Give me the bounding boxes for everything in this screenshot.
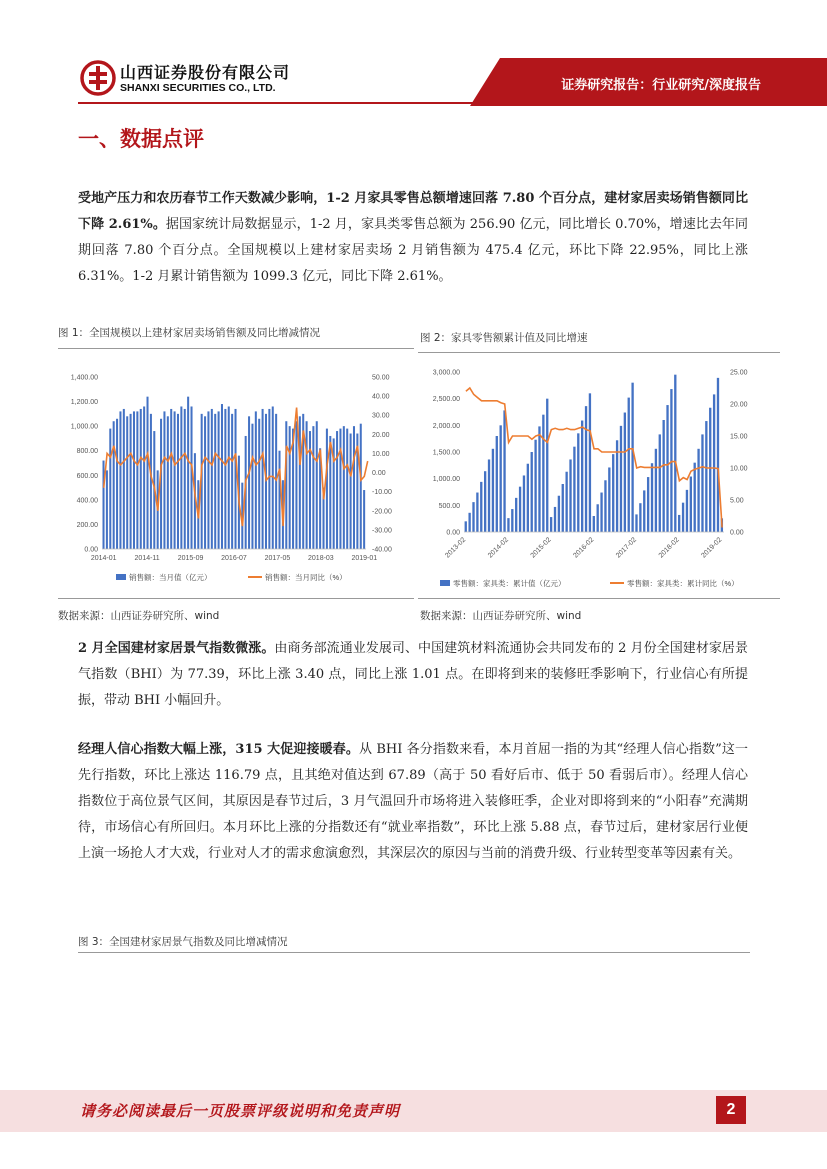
chart-bar [694,463,696,532]
chart-bar [674,375,676,532]
right-axis-tick-label: 0.00 [372,470,386,478]
chart-bar [235,409,237,549]
paragraph-2-body: 由商务部流通业发展司、中国建筑材料流通协会共同发布的 2 月份全国建材家居景气指数（BHI）为 77.39，环比上涨 3.40 点，同比上涨 1.01 点。在即将到来的装修旺季影响下，行业信心有所提振，带动 BHI 小幅回升。 [78,641,748,708]
chart-bar [339,429,341,549]
chart-bar [248,416,250,549]
chart-bar [678,515,680,532]
chart-bar [211,409,213,549]
chart-bar [133,411,135,549]
paragraph-2-lead: 2 月全国建材家居景气指数微涨。 [78,641,275,656]
x-axis-tick-label: 2016-07 [221,555,247,562]
left-axis-tick-label: 800.00 [76,448,98,456]
left-axis-tick-label: 500.00 [438,502,460,510]
chart-bar [123,409,125,549]
chart-bar [496,436,498,532]
chart-bar [336,431,338,549]
paragraph-1-body: 据国家统计局数据显示，1-2 月，家具类零售总额为 256.90 亿元，同比增长 0.70%，增速比去年同期回落 7.80 个百分点。全国规模以上建材家居卖场 2 月销售额为 475.4 亿元，环比下降 22.95%，同比上涨 6.31%。1-2 月累计销售额为 1099.3 亿元，同比下降 2.61%。 [78,217,748,284]
chart-bar [130,414,132,549]
chart-bar [488,459,490,532]
chart-bar [717,378,719,532]
chart-bar [701,434,703,532]
right-axis-tick-label: -40.00 [372,546,392,554]
right-axis-tick-label: 50.00 [372,374,390,382]
chart-bar [299,416,301,549]
figure-3-caption: 图 3：全国建材家居景气指数及同比增减情况 [78,936,288,948]
footer-disclaimer: 请务必阅读最后一页股票评级说明和免责声明 [80,1102,401,1120]
chart-bar [262,409,264,549]
chart-bar [218,411,220,549]
left-axis-tick-label: 2,000.00 [432,422,460,430]
page-header [0,0,827,110]
chart-bar [554,507,556,532]
chart-bar [119,411,121,549]
chart-bar [597,504,599,532]
chart-bar [682,503,684,532]
chart-bar [523,475,525,532]
chart-bar [643,490,645,532]
chart-bar [503,410,505,532]
chart-bar [346,429,348,549]
chart-bar [147,397,149,549]
chart-bar [484,471,486,532]
chart-bar [705,421,707,532]
chart-bar [255,411,257,549]
left-axis-tick-label: 3,000.00 [432,369,460,377]
chart-bar [558,496,560,532]
chart-bar [106,470,108,549]
chart-bar [492,449,494,532]
chart-bar [546,399,548,532]
figure-2-top-rule [418,352,780,353]
chart-bar [177,414,179,549]
left-axis-tick-label: 1,500.00 [432,449,460,457]
chart-bar [143,406,145,549]
chart-bar [659,434,661,532]
chart-bar [214,414,216,549]
chart-bar [150,414,152,549]
chart-bar [589,393,591,532]
paragraph-1-lead: 受地产压力和农历春节工作天数减少影响，1-2 月家具零售总额增速回落 7.80 个百分点，建材家居卖场销售额同比下降 2.61%。 [78,191,748,232]
chart-bar [651,463,653,532]
chart-bar [585,406,587,532]
right-axis-tick-label: 0.00 [730,529,744,537]
chart-bar [363,490,365,549]
paragraph-1 [78,186,748,290]
x-axis-tick-label: 2013-02 [444,536,468,560]
chart-bar [662,420,664,532]
chart-bar [635,514,637,532]
chart-bar [639,503,641,532]
right-axis-tick-label: -20.00 [372,508,392,516]
chart-bar [184,409,186,549]
chart-bar [231,414,233,549]
chart-bar [103,461,105,549]
chart-bar [538,426,540,532]
chart-bar [527,464,529,532]
right-axis-tick-label: -30.00 [372,527,392,535]
left-axis-tick-label: 1,000.00 [432,476,460,484]
chart-bar [476,493,478,532]
right-axis-tick-label: 15.00 [730,433,748,441]
chart-2 [418,360,780,595]
x-axis-tick-label: 2014-11 [134,555,160,562]
chart-bar [709,408,711,532]
left-axis-tick-label: 1,400.00 [70,374,98,382]
chart-1 [58,360,414,595]
chart-bar [353,426,355,549]
chart-bar [126,416,128,549]
chart-bar [306,421,308,549]
figure-1-caption: 图 1：全国规模以上建材家居卖场销售额及同比增减情况 [58,327,321,339]
chart-bar [507,518,509,532]
section-title: 一、数据点评 [78,127,204,151]
x-axis-tick-label: 2015-09 [177,555,204,562]
legend-label-line: 零售额：家具类：累计同比（%） [627,579,739,588]
chart-bar [167,416,169,549]
chart-bar [697,449,699,532]
x-axis-tick-label: 2014-02 [486,536,511,560]
chart-bar [542,415,544,532]
left-axis-tick-label: 1,000.00 [70,423,98,431]
chart-bar [550,517,552,532]
chart-bar [224,409,226,549]
chart-bar [343,426,345,549]
right-axis-tick-label: 30.00 [372,412,390,420]
right-axis-tick-label: 10.00 [730,465,748,473]
figure-3-top-rule [78,952,750,953]
chart-bar [251,424,253,549]
legend-label-bar: 销售额：当月值（亿元） [129,573,212,582]
x-axis-tick-label: 2018-02 [657,536,681,560]
left-axis-tick-label: 1,200.00 [70,399,98,407]
chart-bar [187,397,189,549]
chart-bar [204,416,206,549]
chart-bar [655,449,657,532]
chart-bar [531,452,533,532]
chart-bar [604,480,606,532]
chart-bar [511,509,513,532]
chart-bar [480,482,482,532]
chart-bar [113,421,115,549]
paragraph-3-lead: 经理人信心指数大幅上涨，315 大促迎接暖春。 [78,742,360,757]
chart-bar [620,426,622,532]
chart-bar [163,411,165,549]
chart-bar [472,502,474,532]
figure-2-bottom-rule [418,598,780,599]
chart-bar [116,419,118,549]
chart-bar [573,447,575,532]
right-axis-tick-label: -10.00 [372,489,392,497]
chart-bar [608,467,610,532]
chart-bar [647,477,649,532]
figure-2-caption: 图 2：家具零售额累计值及同比增速 [420,332,588,344]
chart-bar [465,521,467,532]
legend-label-bar: 零售额：家具类：累计值（亿元） [453,579,566,588]
paragraph-2 [78,636,748,714]
chart-bar [500,425,502,532]
chart-bar [600,493,602,532]
chart-bar [624,413,626,532]
chart-bar [581,421,583,532]
chart-bar [191,406,193,549]
chart-bar [136,411,138,549]
chart-bar [228,406,230,549]
chart-bar [569,459,571,532]
chart-bar [312,426,314,549]
chart-bar [562,484,564,532]
chart-bar [666,405,668,532]
chart-bar [713,394,715,532]
paragraph-3 [78,737,748,867]
chart-bar [316,421,318,549]
left-axis-tick-label: 2,500.00 [432,396,460,404]
chart-bar [279,451,281,549]
x-axis-tick-label: 2019-01 [351,555,378,562]
x-axis-tick-label: 2017-05 [264,555,291,562]
chart-bar [258,419,260,549]
company-name-en: SHANXI SECURITIES CO., LTD. [120,82,276,94]
report-type: 证券研究报告：行业研究/深度报告 [561,78,761,93]
figure-2-source: 数据来源：山西证券研究所、wind [420,610,582,622]
company-name-cn: 山西证券股份有限公司 [120,63,291,82]
legend-label-line: 销售额：当月同比（%） [265,573,347,582]
left-axis-tick-label: 400.00 [76,497,98,505]
right-axis-tick-label: 10.00 [372,450,390,458]
figure-1-top-rule [58,348,414,349]
chart-bar [221,404,223,549]
x-axis-tick-label: 2018-03 [308,555,334,562]
chart-bar [593,516,595,532]
x-axis-tick-label: 2017-02 [614,536,639,560]
chart-bar [326,429,328,549]
header-divider [78,102,827,104]
page-number: 2 [716,1096,746,1124]
chart-bar [534,440,536,532]
figure-1-source: 数据来源：山西证券研究所、wind [58,610,220,622]
chart-bar [565,472,567,532]
left-axis-tick-label: 200.00 [76,521,98,529]
chart-bar [295,421,297,549]
chart-bar [628,398,630,532]
right-axis-tick-label: 20.00 [372,431,390,439]
right-axis-tick-label: 25.00 [730,369,748,377]
chart-bar [170,409,172,549]
chart-bar [686,490,688,532]
chart-bar [577,433,579,532]
left-axis-tick-label: 0.00 [84,546,98,554]
chart-bar [174,411,176,549]
left-axis-tick-label: 600.00 [76,472,98,480]
chart-bar [207,411,209,549]
chart-bar [350,434,352,549]
chart-bar [515,498,517,532]
paragraph-3-body: 从 BHI 各分指数来看，本月首屈一指的为其“经理人信心指数”这一先行指数，环比上涨达 116.79 点，且其绝对值达到 67.89（高于 50 看好后市、低于 50 看弱后市）。经理人信心指数位于高位景气区间，其原因是春节过后，3 月气温回升市场将进入装修旺季，企业对即将到来的“小阳春”充满期待，市场信心有所回归。本月环比上涨的分指数还有“就业率指数”，环比上涨 5.88 点，春节过后，建材家居行业便上演一场抢人才大戏，行业对人才的需求愈演愈烈，其深层次的原因与当前的消费升级、行业转型变革等因素有关。 [78,742,748,861]
chart-bar [180,406,182,549]
x-axis-tick-label: 2016-02 [572,536,596,560]
chart-bar [690,477,692,532]
chart-bar [275,414,277,549]
chart-bar [140,409,142,549]
legend-swatch-bar [440,580,450,586]
x-axis-tick-label: 2015-02 [529,536,553,560]
chart-bar [109,429,111,549]
chart-bar [360,424,362,549]
chart-bar [289,426,291,549]
company-logo-icon [80,60,116,96]
chart-bar [268,409,270,549]
chart-bar [612,454,614,532]
right-axis-tick-label: 40.00 [372,393,390,401]
chart-bar [616,440,618,532]
chart-bar [631,383,633,532]
right-axis-tick-label: 20.00 [730,401,748,409]
legend-swatch-bar [116,574,126,580]
right-axis-tick-label: 5.00 [730,497,744,505]
x-axis-tick-label: 2019-02 [700,536,724,560]
left-axis-tick-label: 0.00 [446,529,460,537]
x-axis-tick-label: 2014-01 [90,555,117,562]
chart-bar [519,487,521,532]
chart-bar [468,513,470,532]
figure-1-bottom-rule [58,598,414,599]
chart-bar [670,389,672,532]
